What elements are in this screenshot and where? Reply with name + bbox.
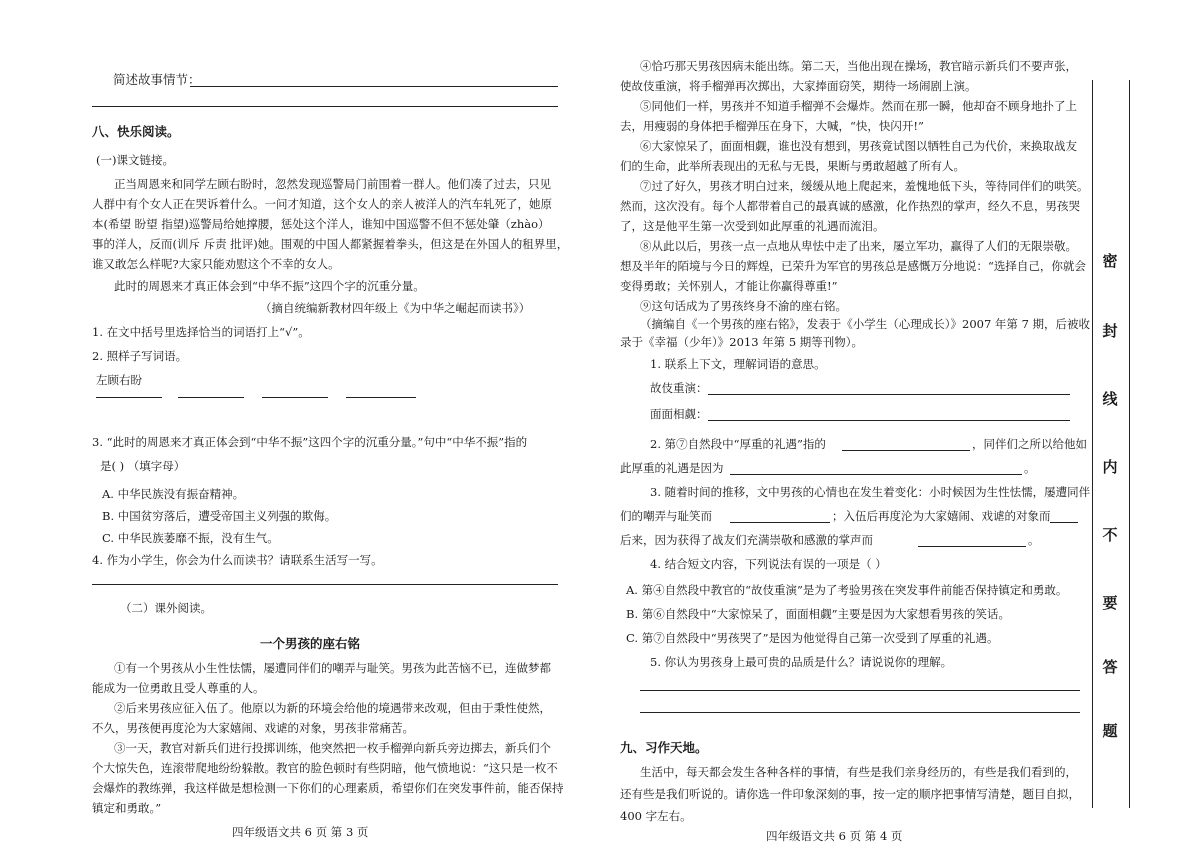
right-q3-line1: 3. 随着时间的推移，文中男孩的心情也在发生着变化：小时候因为生性怯懦，屡遭同伴 xyxy=(650,485,1091,499)
story-line: 个大惊失色，连滚带爬地纷纷躲散。教官的脸色顿时有些阴暗，他气愤地说：“这只是一枚不 xyxy=(92,761,558,775)
story-line: ④恰巧那天男孩因病未能出练。第二天，当他出现在操场，教官暗示新兵们不要声张， xyxy=(640,59,1077,73)
story-line: 能成为一位勇敢且受人尊重的人。 xyxy=(92,681,265,695)
part1-title: (一)课文链接。 xyxy=(96,153,174,167)
right-q2-part1: 2. 第⑦自然段中“厚重的礼遇”指的 xyxy=(650,437,826,451)
story-source: （摘编自《一个男孩的座右铭》，发表于《小学生（心理成长）》2007 年第 7 期，后被收 xyxy=(640,317,1091,331)
left-q1: 1. 在文中括号里选择恰当的词语打上“√”。 xyxy=(92,325,310,339)
story-source-2: 录于《幸福（少年）》2013 年第 5 期等刊物）。 xyxy=(620,335,864,349)
left-q2: 2. 照样子写词语。 xyxy=(92,349,188,363)
story-line: 想及半年的陌境与今日的辉煌，已荣升为军官的男孩总是感慨万分地说：“选择自己，你就会 xyxy=(620,259,1086,273)
right-q5: 5. 你认为男孩身上最可贵的品质是什么？请说说你的理解。 xyxy=(650,655,953,669)
story-line: ②后来男孩应征入伍了。他原以为新的环境会给他的境遇带来改观，但由于秉性使然， xyxy=(114,701,551,715)
seal-char: 不 xyxy=(1102,526,1118,544)
story-line: ⑦过了好久，男孩才明白过来，缓缓从地上爬起来，羞愧地低下头，等待同伴们的哄笑。 xyxy=(640,179,1089,193)
story-line: ⑨这句话成为了男孩终身不渝的座右铭。 xyxy=(640,299,847,313)
seal-char: 内 xyxy=(1102,458,1118,476)
story-line: ⑥大家惊呆了，面面相觑，谁也没有想到，男孩竟试图以牺牲自己为代价，来换取战友 xyxy=(640,139,1077,153)
right-q3-line2b: ；入伍后再度沦为大家嬉闹、戏谑的对象而 xyxy=(832,509,1051,523)
summary-label: 简述故事情节： xyxy=(113,72,201,87)
right-q4: 4. 结合短文内容，下列说法有误的一项是（ ） xyxy=(650,557,887,571)
seal-line-box xyxy=(1092,80,1130,808)
passage1-line: 事的洋人，反而(训斥 斥责 批评)她。围观的中国人都紧握着拳头，但这是在外国人的租界里， xyxy=(92,237,569,251)
q1-word2-answer[interactable] xyxy=(708,420,1070,421)
story-line: 变得勇敢；关怀别人，才能让你赢得尊重!” xyxy=(620,279,838,293)
seal-char: 密 xyxy=(1102,252,1118,270)
period: 。 xyxy=(1028,533,1040,547)
left-q3-option-b: B. 中国贫穷落后，遭受帝国主义列强的欺侮。 xyxy=(102,509,337,523)
right-footer: 四年级语文共 6 页 第 4 页 xyxy=(766,829,903,843)
passage1-line: 正当周恩来和同学左顾右盼时，忽然发现巡警局门前围着一群人。他们凑了过去，只见 xyxy=(114,177,551,191)
left-q3-option-a: A. 中华民族没有振奋精神。 xyxy=(102,487,245,501)
story-line: 镇定和勇敢。” xyxy=(92,801,162,815)
left-q4: 4. 作为小学生，你会为什么而读书？请联系生活写一写。 xyxy=(92,553,383,567)
passage1-line: 本(希望 盼望 指望)巡警局给她撑腰，惩处这个洋人，谁知中国巡警不但不惩处肇（zhào） xyxy=(92,217,550,231)
right-q1-word2: 面面相觑： xyxy=(650,407,708,421)
story-line: ⑤同他们一样，男孩并不知道手榴弹不会爆炸。然而在那一瞬，他却奋不顾身地扑了上 xyxy=(640,99,1077,113)
story-line: 会爆炸的教练弹，我这样做是想检测一下你们的心理素质，希望你们在突发事件前，能否保持 xyxy=(92,781,564,795)
seal-char: 答 xyxy=(1102,658,1118,676)
q1-word1-answer[interactable] xyxy=(708,394,1070,395)
right-q3-line2a: 们的嘲弄与耻笑而 xyxy=(620,509,712,523)
essay-line: 生活中，每天都会发生各种各样的事情，有些是我们亲身经历的，有些是我们看到的， xyxy=(640,765,1077,779)
left-q4-answer-line[interactable] xyxy=(92,584,558,585)
right-q2-part3: 此厚重的礼遇是因为 xyxy=(620,461,724,475)
story-title: 一个男孩的座右铭 xyxy=(260,636,361,651)
part2-title: （二）课外阅读。 xyxy=(120,601,212,615)
story-line: ③一天，教官对新兵们进行投掷训练，他突然把一枚手榴弹向新兵旁边掷去，新兵们个 xyxy=(114,741,551,755)
passage1-ending: 此时的周恩来才真正体会到“中华不振”这四个字的沉重分量。 xyxy=(114,279,425,293)
summary-answer-line-2[interactable] xyxy=(92,106,558,107)
right-q2-part2: ，同伴们之所以给他如 xyxy=(972,437,1087,451)
left-q3-option-c: C. 中华民族萎靡不振，没有生气。 xyxy=(102,531,279,545)
word-blank-1[interactable] xyxy=(96,397,162,398)
story-line: ①有一个男孩从小生性怯懦，屡遭同伴们的嘲弄与耻笑。男孩为此苦恼不已，连做梦都 xyxy=(114,661,551,675)
passage1-line: 人群中有个女人正在哭诉着什么。一问才知道，这个女人的亲人被洋人的汽车轧死了，她原 xyxy=(92,197,552,211)
right-q4-option-a: A. 第④自然段中教官的“故伎重演”是为了考验男孩在突发事件前能否保持镇定和勇敢。 xyxy=(626,583,1068,597)
essay-line: 还有些是我们听说的。请你选一件印象深刻的事，按一定的顺序把事情写清楚，题目自拟， xyxy=(620,787,1080,801)
story-line: ⑧从此以后，男孩一点一点地从卑怯中走了出来，屡立军功，赢得了人们的无限崇敬。 xyxy=(640,239,1077,253)
left-q2-example: 左顾右盼 xyxy=(96,373,142,387)
period: 。 xyxy=(1024,461,1036,475)
q2-answer-2[interactable] xyxy=(730,474,1022,475)
summary-answer-line[interactable] xyxy=(190,86,558,87)
passage1-source: （摘自统编新教材四年级上《为中华之崛起而读书》） xyxy=(260,301,531,315)
seal-char: 线 xyxy=(1102,390,1118,408)
passage1-line: 谁又敢怎么样呢?大家只能劝慰这个不幸的女人。 xyxy=(92,257,340,271)
q2-answer-1[interactable] xyxy=(842,450,970,451)
right-q1: 1. 联系上下文，理解词语的意思。 xyxy=(650,357,826,371)
essay-line: 400 字左右。 xyxy=(620,809,692,823)
story-line: 然而，这次没有。每个人都带着自己的最真诚的感激，化作热烈的掌声，经久不息，男孩哭 xyxy=(620,199,1080,213)
left-q3-line2: 是( ) （填字母） xyxy=(100,459,186,473)
seal-char: 封 xyxy=(1102,322,1118,340)
section9-title: 九、习作天地。 xyxy=(620,740,708,755)
seal-char: 题 xyxy=(1102,722,1118,740)
right-q3-line3: 后来，因为获得了战友们充满崇敬和感激的掌声而 xyxy=(620,533,873,547)
q3-answer-2[interactable] xyxy=(1050,522,1078,523)
story-line: 不久，男孩便再度沦为大家嬉闹、戏谑的对象，男孩非常痛苦。 xyxy=(92,721,414,735)
story-line: 去，用瘦弱的身体把手榴弹压在身下，大喊，“快，快闪开!” xyxy=(620,119,924,133)
word-blank-2[interactable] xyxy=(178,397,244,398)
q3-answer-3[interactable] xyxy=(918,546,1026,547)
right-q4-option-b: B. 第⑥自然段中“大家惊呆了，面面相觑”主要是因为大家想看男孩的笑话。 xyxy=(626,607,1011,621)
right-q1-word1: 故伎重演： xyxy=(650,381,708,395)
q5-answer-line-1[interactable] xyxy=(640,690,1080,691)
word-blank-4[interactable] xyxy=(346,397,416,398)
q3-answer-1[interactable] xyxy=(730,522,830,523)
q5-answer-line-2[interactable] xyxy=(640,712,1080,713)
story-line: 使故伎重演，将手榴弹再次掷出，大家捧面窃笑，期待一场闹剧上演。 xyxy=(620,79,977,93)
story-line: 了，这是他平生第一次受到如此厚重的礼遇而流泪。 xyxy=(620,219,885,233)
section8-title: 八、快乐阅读。 xyxy=(92,124,180,139)
word-blank-3[interactable] xyxy=(262,397,328,398)
left-q3-line1: 3. “此时的周恩来才真正体会到“中华不振”这四个字的沉重分量。”句中“中华不振”指的 xyxy=(92,435,528,449)
seal-char: 要 xyxy=(1102,594,1118,612)
story-line: 们的生命，此举所表现出的无私与无畏，果断与勇敢超越了所有人。 xyxy=(620,159,965,173)
right-q4-option-c: C. 第⑦自然段中“男孩哭了”是因为他觉得自己第一次受到了厚重的礼遇。 xyxy=(626,631,999,645)
left-footer: 四年级语文共 6 页 第 3 页 xyxy=(232,825,369,839)
